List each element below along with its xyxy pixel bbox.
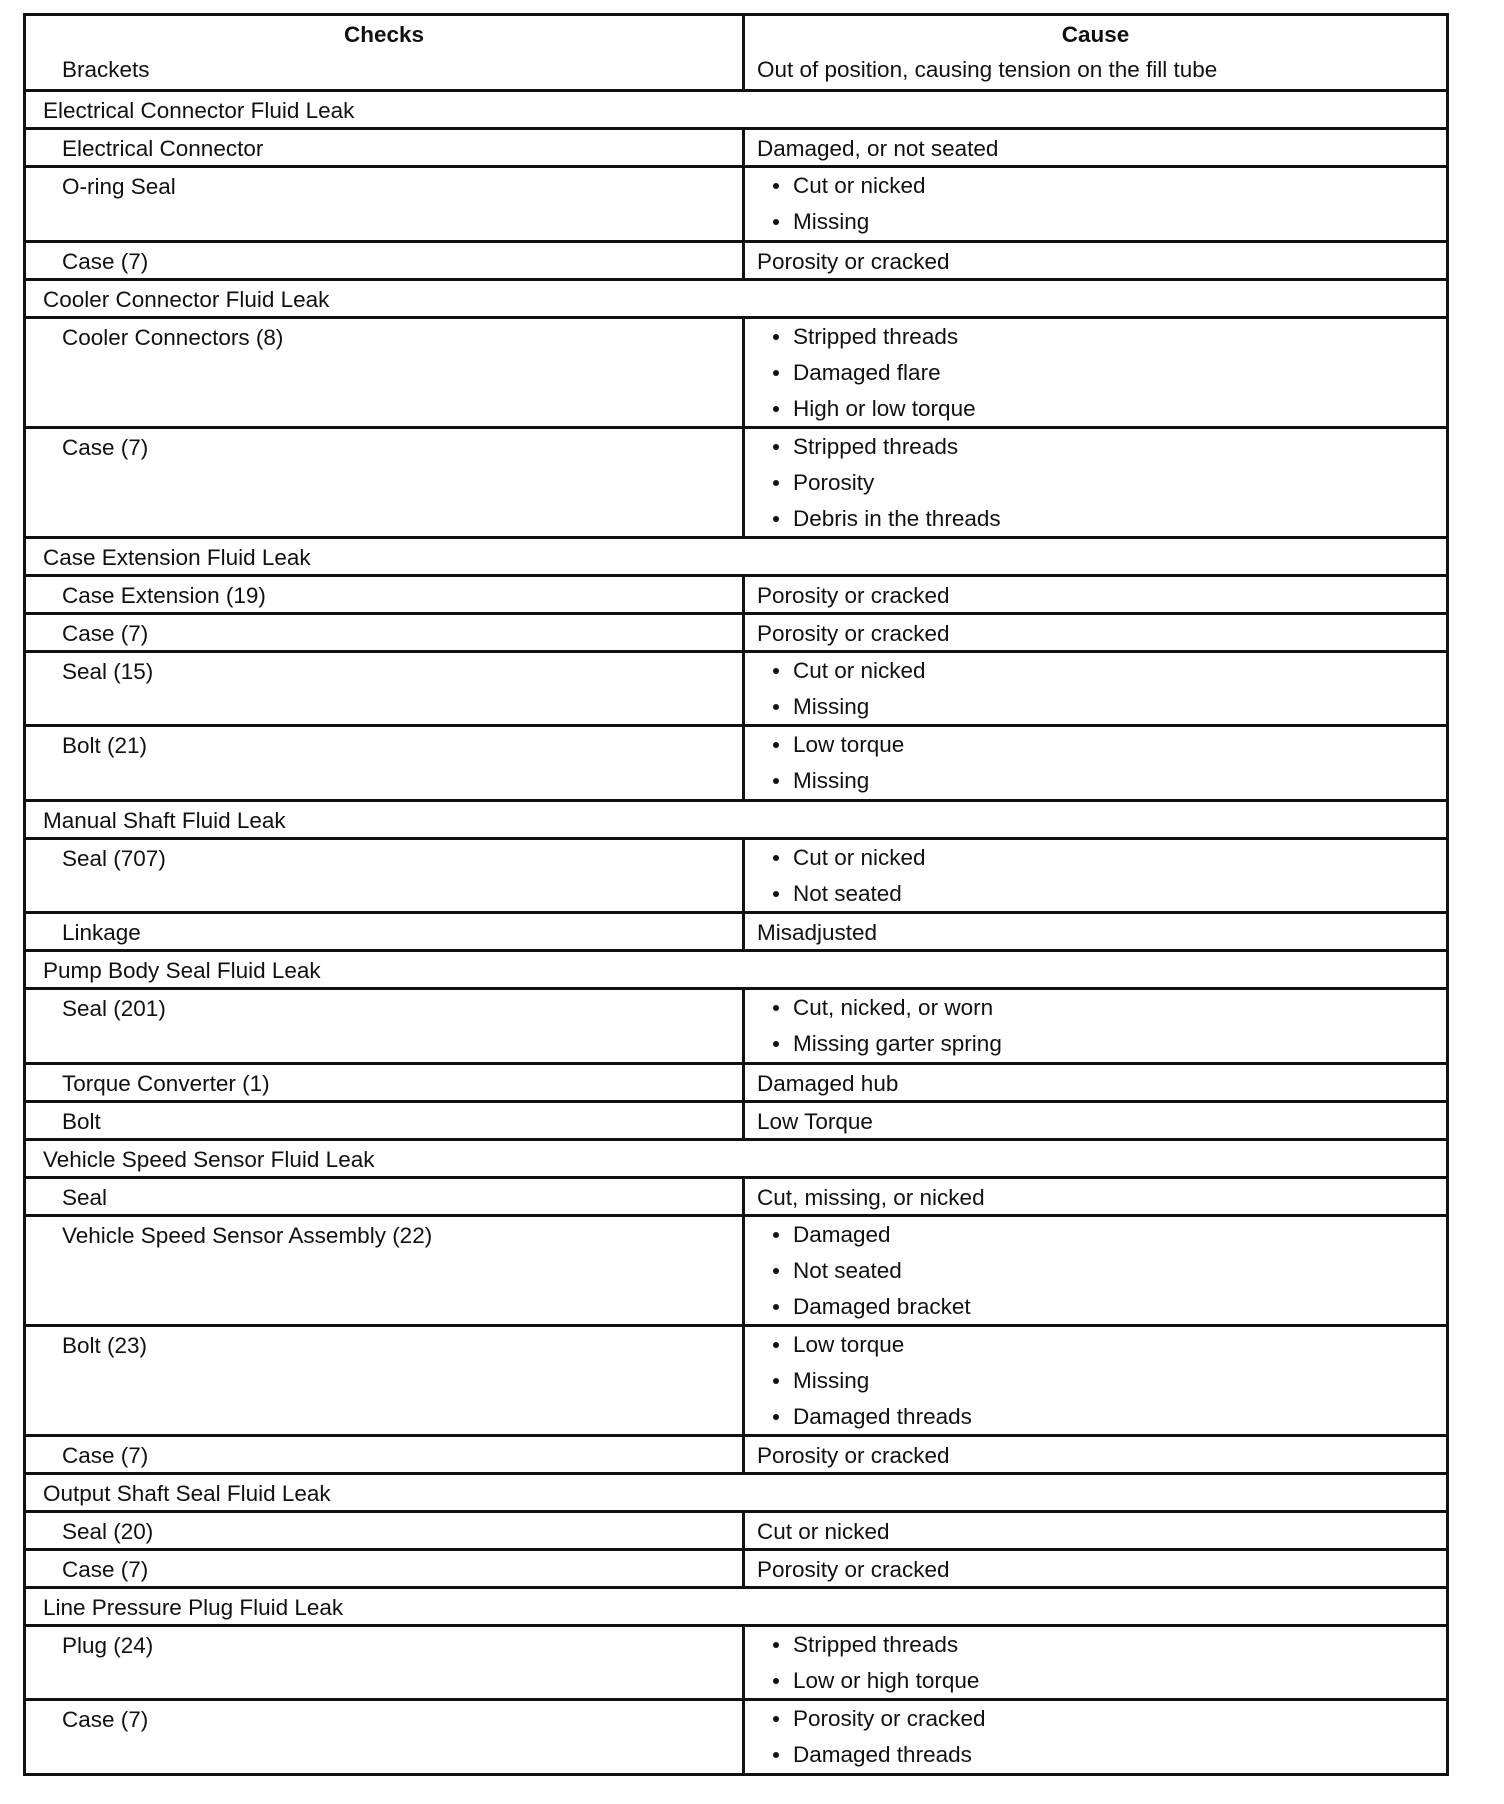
- bullet-icon: [773, 855, 779, 861]
- bullet-icon: [773, 183, 779, 189]
- section-title: Electrical Connector Fluid Leak: [43, 98, 355, 123]
- cause-bullet-text: Stripped threads: [793, 1631, 959, 1657]
- bullet-icon: [773, 778, 779, 784]
- cause-bullet-item: [745, 1221, 1446, 1257]
- table-row: [26, 612, 1446, 650]
- cause-cell: [745, 168, 1446, 240]
- check-cell: Case (7): [26, 615, 745, 650]
- bullet-icon: [773, 1005, 779, 1011]
- cause-bullet-item: [745, 1367, 1446, 1403]
- bullet-icon: [773, 370, 779, 376]
- cause-bullet-item: [745, 1741, 1446, 1777]
- bullet-icon: [773, 1414, 779, 1420]
- cause-bullet-item: [745, 1667, 1446, 1703]
- check-cell: Seal (201): [26, 990, 745, 1062]
- cause-cell: [745, 840, 1446, 912]
- cause-bullet-item: [745, 1631, 1446, 1667]
- cause-bullet-text: Stripped threads: [793, 433, 959, 459]
- cause-cell: Damaged, or not seated: [757, 136, 999, 161]
- table-row: [26, 1176, 1446, 1214]
- check-cell: Seal (20): [26, 1513, 745, 1548]
- cause-bullet-item: [745, 395, 1446, 431]
- check-cell: Seal: [26, 1179, 745, 1214]
- table-row: [26, 987, 1446, 1062]
- check-cell: Vehicle Speed Sensor Assembly (22): [26, 1217, 745, 1324]
- cause-bullet-text: Low or high torque: [793, 1667, 980, 1693]
- cause-bullet-item: [745, 994, 1446, 1030]
- check-cell: Case (7): [26, 243, 745, 278]
- cause-bullet-text: Cut or nicked: [793, 844, 926, 870]
- check-cell: Cooler Connectors (8): [26, 319, 745, 426]
- table-row: [26, 1624, 1446, 1699]
- cause-bullet-item: [745, 359, 1446, 395]
- section-title: Cooler Connector Fluid Leak: [43, 286, 330, 312]
- section-header-row: [26, 1138, 1446, 1176]
- cause-cell: Misadjusted: [757, 920, 878, 945]
- cause-bullet-text: Cut or nicked: [793, 657, 926, 683]
- bullet-icon: [773, 1642, 779, 1648]
- section-title: Pump Body Seal Fluid Leak: [43, 958, 321, 983]
- table-row: [26, 650, 1446, 725]
- cause-bullet-text: Missing: [793, 1367, 870, 1393]
- check-cell: Brackets: [26, 51, 745, 89]
- check-cell: Case (7): [26, 429, 745, 536]
- bullet-icon: [773, 406, 779, 412]
- bullet-icon: [773, 219, 779, 225]
- bullet-icon: [773, 1304, 779, 1310]
- cause-bullet-text: Porosity: [793, 469, 875, 495]
- cause-bullet-item: [745, 433, 1446, 469]
- bullet-icon: [773, 1716, 779, 1722]
- cause-cell: [745, 1327, 1446, 1434]
- cause-cell: Out of position, causing tension on the fill tube: [757, 57, 1218, 82]
- check-cell: Case Extension (19): [26, 577, 745, 612]
- cause-bullet-item: [745, 767, 1446, 803]
- table-row: [26, 165, 1446, 240]
- cause-bullet-text: Porosity or cracked: [793, 1706, 986, 1731]
- section-header-row: [26, 1472, 1446, 1510]
- bullet-icon: [773, 742, 779, 748]
- bullet-icon: [773, 334, 779, 340]
- cause-bullet-text: Damaged bracket: [793, 1293, 971, 1319]
- cause-bullet-item: [745, 323, 1446, 359]
- cause-bullet-text: Damaged: [793, 1221, 891, 1247]
- bullet-icon: [773, 1232, 779, 1238]
- section-header-row: [26, 536, 1446, 574]
- section-title: Line Pressure Plug Fluid Leak: [43, 1594, 344, 1620]
- table-row: [26, 127, 1446, 165]
- cause-bullet-text: Cut or nicked: [793, 173, 926, 198]
- cause-cell: [745, 727, 1446, 799]
- table-row: [26, 837, 1446, 912]
- table-row: [26, 1214, 1446, 1324]
- check-cell: Seal (707): [26, 840, 745, 912]
- cause-bullet-item: [745, 1293, 1446, 1329]
- check-cell: Plug (24): [26, 1627, 745, 1699]
- check-cell: Torque Converter (1): [26, 1065, 745, 1100]
- check-cell: Case (7): [26, 1551, 745, 1586]
- cause-bullet-item: [745, 1030, 1446, 1066]
- bullet-icon: [773, 444, 779, 450]
- cause-bullet-item: [745, 172, 1446, 208]
- bullet-icon: [773, 891, 779, 897]
- cause-bullet-text: Stripped threads: [793, 323, 959, 349]
- check-cell: Linkage: [26, 914, 745, 949]
- column-header-cause: Cause: [1061, 22, 1130, 47]
- check-cell: Bolt (21): [26, 727, 745, 799]
- cause-cell: Porosity or cracked: [757, 1442, 950, 1468]
- cause-bullet-item: [745, 1331, 1446, 1367]
- bullet-icon: [773, 704, 779, 710]
- table-row: [26, 240, 1446, 278]
- cause-bullet-item: [745, 731, 1446, 767]
- section-title: Vehicle Speed Sensor Fluid Leak: [43, 1146, 375, 1172]
- cause-cell: Low Torque: [757, 1108, 873, 1134]
- check-cell: Bolt (23): [26, 1327, 745, 1434]
- table-row: [26, 1548, 1446, 1586]
- bullet-icon: [773, 1342, 779, 1348]
- cause-cell: Porosity or cracked: [757, 620, 950, 646]
- check-cell: Bolt: [26, 1103, 745, 1138]
- check-cell: O-ring Seal: [26, 168, 745, 240]
- cause-bullet-item: [745, 880, 1446, 916]
- cause-cell: Cut, missing, or nicked: [757, 1184, 985, 1210]
- cause-bullet-text: Missing: [793, 693, 870, 719]
- table-header-row: [26, 16, 1446, 51]
- cause-bullet-item: [745, 1257, 1446, 1293]
- cause-bullet-text: Not seated: [793, 880, 902, 906]
- table-body: [26, 51, 1446, 1773]
- table-row: [26, 1062, 1446, 1100]
- table-row: [26, 1434, 1446, 1472]
- cause-bullet-item: [745, 657, 1446, 693]
- cause-cell: Porosity or cracked: [757, 248, 950, 274]
- section-header-row: [26, 278, 1446, 316]
- section-header-row: [26, 1586, 1446, 1624]
- cause-bullet-text: Cut, nicked, or worn: [793, 995, 994, 1020]
- cause-bullet-text: High or low torque: [793, 395, 976, 421]
- cause-bullet-text: Damaged threads: [793, 1403, 972, 1429]
- cause-bullet-item: [745, 844, 1446, 880]
- table-row: [26, 316, 1446, 426]
- cause-cell: [745, 1217, 1446, 1324]
- cause-bullet-text: Low torque: [793, 732, 905, 757]
- section-title: Output Shaft Seal Fluid Leak: [43, 1480, 331, 1506]
- cause-bullet-item: [745, 505, 1446, 541]
- section-header-row: [26, 949, 1446, 987]
- cause-bullet-text: Missing: [793, 768, 870, 793]
- column-header-checks: Checks: [26, 16, 745, 51]
- table-row: [26, 426, 1446, 536]
- cause-bullet-item: [745, 208, 1446, 244]
- cause-bullet-text: Missing garter spring: [793, 1031, 1002, 1056]
- cause-bullet-item: [745, 1403, 1446, 1439]
- cause-cell: [745, 1701, 1446, 1773]
- cause-bullet-text: Not seated: [793, 1257, 902, 1283]
- cause-bullet-item: [745, 1705, 1446, 1741]
- check-cell: Case (7): [26, 1437, 745, 1472]
- cause-bullet-item: [745, 693, 1446, 729]
- cause-cell: [745, 990, 1446, 1062]
- cause-cell: Damaged hub: [757, 1070, 899, 1096]
- bullet-icon: [773, 1041, 779, 1047]
- section-header-row: [26, 89, 1446, 127]
- cause-cell: Porosity or cracked: [757, 582, 950, 608]
- cause-cell: [745, 653, 1446, 725]
- table-row: [26, 1510, 1446, 1548]
- bullet-icon: [773, 516, 779, 522]
- diagnostic-table: [23, 13, 1449, 1776]
- table-row: [26, 911, 1446, 949]
- section-header-row: [26, 799, 1446, 837]
- cause-bullet-text: Missing: [793, 209, 870, 234]
- check-cell: Case (7): [26, 1701, 745, 1773]
- check-cell: Electrical Connector: [26, 130, 745, 165]
- bullet-icon: [773, 1752, 779, 1758]
- table-row: [26, 724, 1446, 799]
- table-row: [26, 574, 1446, 612]
- cause-bullet-text: Low torque: [793, 1331, 905, 1357]
- bullet-icon: [773, 1678, 779, 1684]
- bullet-icon: [773, 1378, 779, 1384]
- table-row: [26, 1324, 1446, 1434]
- table-row: [26, 51, 1446, 89]
- table-row: [26, 1698, 1446, 1773]
- cause-cell: Porosity or cracked: [757, 1556, 950, 1582]
- cause-bullet-item: [745, 469, 1446, 505]
- cause-bullet-text: Debris in the threads: [793, 505, 1001, 531]
- cause-cell: [745, 429, 1446, 536]
- bullet-icon: [773, 668, 779, 674]
- cause-cell: Cut or nicked: [757, 1518, 890, 1544]
- cause-bullet-text: Damaged threads: [793, 1742, 972, 1767]
- table-row: [26, 1100, 1446, 1138]
- cause-cell: [745, 319, 1446, 426]
- cause-bullet-text: Damaged flare: [793, 359, 941, 385]
- cause-cell: [745, 1627, 1446, 1699]
- section-title: Manual Shaft Fluid Leak: [43, 807, 286, 833]
- section-title: Case Extension Fluid Leak: [43, 544, 311, 570]
- check-cell: Seal (15): [26, 653, 745, 725]
- bullet-icon: [773, 1268, 779, 1274]
- bullet-icon: [773, 480, 779, 486]
